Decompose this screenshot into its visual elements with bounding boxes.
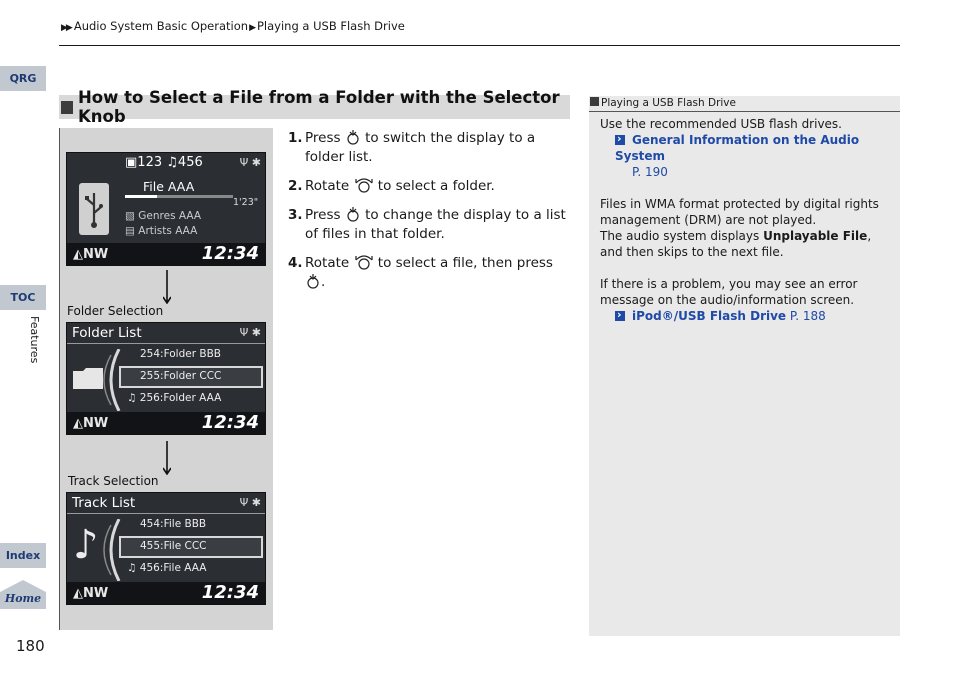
track-list-screen <box>66 492 266 605</box>
step-2 <box>288 177 573 196</box>
step-text: Rotate <box>305 255 350 271</box>
index-label: Index <box>5 549 41 562</box>
usb-bluetooth-status-icon: Ψ ✱ <box>239 496 261 509</box>
spacer <box>600 260 890 276</box>
status-bar <box>67 412 265 434</box>
link-page: P. 188 <box>789 309 826 323</box>
step-number: 1. <box>288 130 303 146</box>
step-text: to select a folder. <box>377 178 495 194</box>
step-4 <box>288 254 573 292</box>
step-number: 4. <box>288 255 303 271</box>
step-1 <box>288 129 573 167</box>
chapter-label: Features <box>28 316 41 364</box>
step-text: Rotate <box>305 178 350 194</box>
rotate-knob-icon <box>354 177 374 193</box>
breadcrumb-link-audio[interactable]: Audio System Basic Operation <box>73 19 249 33</box>
artist-text: Artists AAA <box>138 225 198 237</box>
step-text: to change the display to a list of files in that folder. <box>305 207 566 242</box>
title-divider <box>67 343 265 344</box>
note-marker-icon <box>590 97 599 106</box>
list-item[interactable] <box>127 562 206 574</box>
index-tab[interactable] <box>0 543 46 568</box>
note-paragraph: Use the recommended USB flash drives. <box>600 117 842 131</box>
track-number: 456 <box>177 155 203 170</box>
down-arrow-icon <box>163 270 171 304</box>
folder-list-title: Folder List <box>72 325 142 341</box>
list-item[interactable]: 254:Folder BBB <box>140 348 221 360</box>
rotate-knob-icon <box>354 254 374 270</box>
down-arrow-icon <box>163 441 171 475</box>
note-body <box>589 112 900 324</box>
usb-bluetooth-status-icon: Ψ ✱ <box>239 326 261 339</box>
step-3 <box>288 206 573 244</box>
note-heading <box>589 96 900 112</box>
music-note-icon: ♫ <box>166 155 178 170</box>
link-title: iPod®/USB Flash Drive <box>632 309 787 323</box>
music-note-icon: ♫ <box>127 562 137 574</box>
artist-icon: ▤ <box>125 225 135 237</box>
compass-heading: ◭NW <box>73 247 109 262</box>
home-tab[interactable] <box>0 580 46 609</box>
folder-number: 123 <box>137 155 163 170</box>
step-text: Press <box>305 207 341 223</box>
qrg-label: QRG <box>9 72 37 85</box>
usb-icon <box>79 183 109 235</box>
link-arrow-icon <box>615 135 625 145</box>
link-title: General Information on the Audio System <box>615 133 860 163</box>
breadcrumb-current[interactable]: Playing a USB Flash Drive <box>256 19 405 33</box>
press-knob-icon <box>345 206 361 222</box>
artist-line <box>125 225 197 237</box>
title-divider <box>67 513 265 514</box>
instruction-steps <box>288 129 573 302</box>
cross-reference-link[interactable] <box>600 132 890 164</box>
clock: 12:34 <box>201 582 259 603</box>
breadcrumb <box>61 19 405 33</box>
progress-bar <box>125 195 233 198</box>
link-arrow-icon <box>615 311 625 321</box>
breadcrumb-arrow-icon: ▶ <box>249 23 254 33</box>
section-marker-icon <box>61 101 73 114</box>
header-rule <box>59 45 900 46</box>
list-arc-icon <box>97 519 121 581</box>
toc-label: TOC <box>10 291 36 304</box>
music-note-icon: ♪ <box>73 522 99 568</box>
link-page[interactable]: P. 190 <box>632 165 668 179</box>
caption-folder-selection: Folder Selection <box>67 304 164 318</box>
compass-heading: ◭NW <box>73 586 109 601</box>
track-list-title: Track List <box>72 495 136 511</box>
note-paragraph: Files in WMA format protected by digital rights management (DRM) are not played. <box>600 197 879 227</box>
list-item[interactable] <box>127 392 221 404</box>
note-heading-text: Playing a USB Flash Drive <box>601 97 736 109</box>
usb-bluetooth-status-icon: Ψ ✱ <box>239 156 261 169</box>
progress-fill <box>125 195 157 198</box>
step-text: to select a file, then press <box>377 255 553 271</box>
list-item-text: 256:Folder AAA <box>139 392 222 404</box>
caption-track-selection: Track Selection <box>68 474 159 488</box>
list-item-selected[interactable]: 455:File CCC <box>140 540 207 552</box>
note-paragraph: The audio system displays Unplayable File, and then skips to the next file. <box>600 229 872 259</box>
music-note-icon: ♫ <box>127 392 137 404</box>
step-text: to switch the display to a folder list. <box>305 130 536 165</box>
press-knob-icon <box>305 273 321 289</box>
press-knob-icon <box>345 129 361 145</box>
emphasis: Unplayable File <box>763 229 868 243</box>
now-playing-header <box>125 155 203 170</box>
note-paragraph: If there is a problem, you may see an error message on the audio/information screen. <box>600 277 858 307</box>
list-item[interactable]: 454:File BBB <box>140 518 207 530</box>
folder-list-screen <box>66 322 266 435</box>
section-title: How to Select a File from a Folder with the Selector Knob <box>77 88 560 126</box>
breadcrumb-arrow-icon: ▶▶ <box>61 23 71 33</box>
elapsed-time: 1'23" <box>233 197 259 208</box>
clock: 12:34 <box>201 412 259 433</box>
step-text: Press <box>305 130 341 146</box>
compass-heading: ◭NW <box>73 416 109 431</box>
status-bar <box>67 582 265 604</box>
home-icon <box>0 580 46 609</box>
now-playing-screen <box>66 152 266 266</box>
home-label: Home <box>4 592 42 605</box>
side-note <box>589 96 900 636</box>
toc-tab[interactable] <box>0 285 46 310</box>
page-number: 180 <box>16 637 45 655</box>
step-number: 2. <box>288 178 303 194</box>
qrg-tab[interactable] <box>0 66 46 91</box>
step-text: . <box>321 274 326 290</box>
file-name: File AAA <box>143 179 195 194</box>
list-item-text: 456:File AAA <box>139 562 207 574</box>
list-arc-icon <box>97 349 121 411</box>
genre-text: Genres AAA <box>138 210 202 222</box>
genre-line <box>125 210 201 222</box>
spacer <box>600 180 890 196</box>
clock: 12:34 <box>201 243 259 264</box>
folder-icon: ▣ <box>125 155 138 170</box>
cross-reference-link[interactable] <box>600 308 890 324</box>
status-bar <box>67 243 265 265</box>
genre-icon: ▧ <box>125 210 135 222</box>
step-number: 3. <box>288 207 303 223</box>
list-item-selected[interactable]: 255:Folder CCC <box>140 370 222 382</box>
section-heading <box>59 88 570 126</box>
